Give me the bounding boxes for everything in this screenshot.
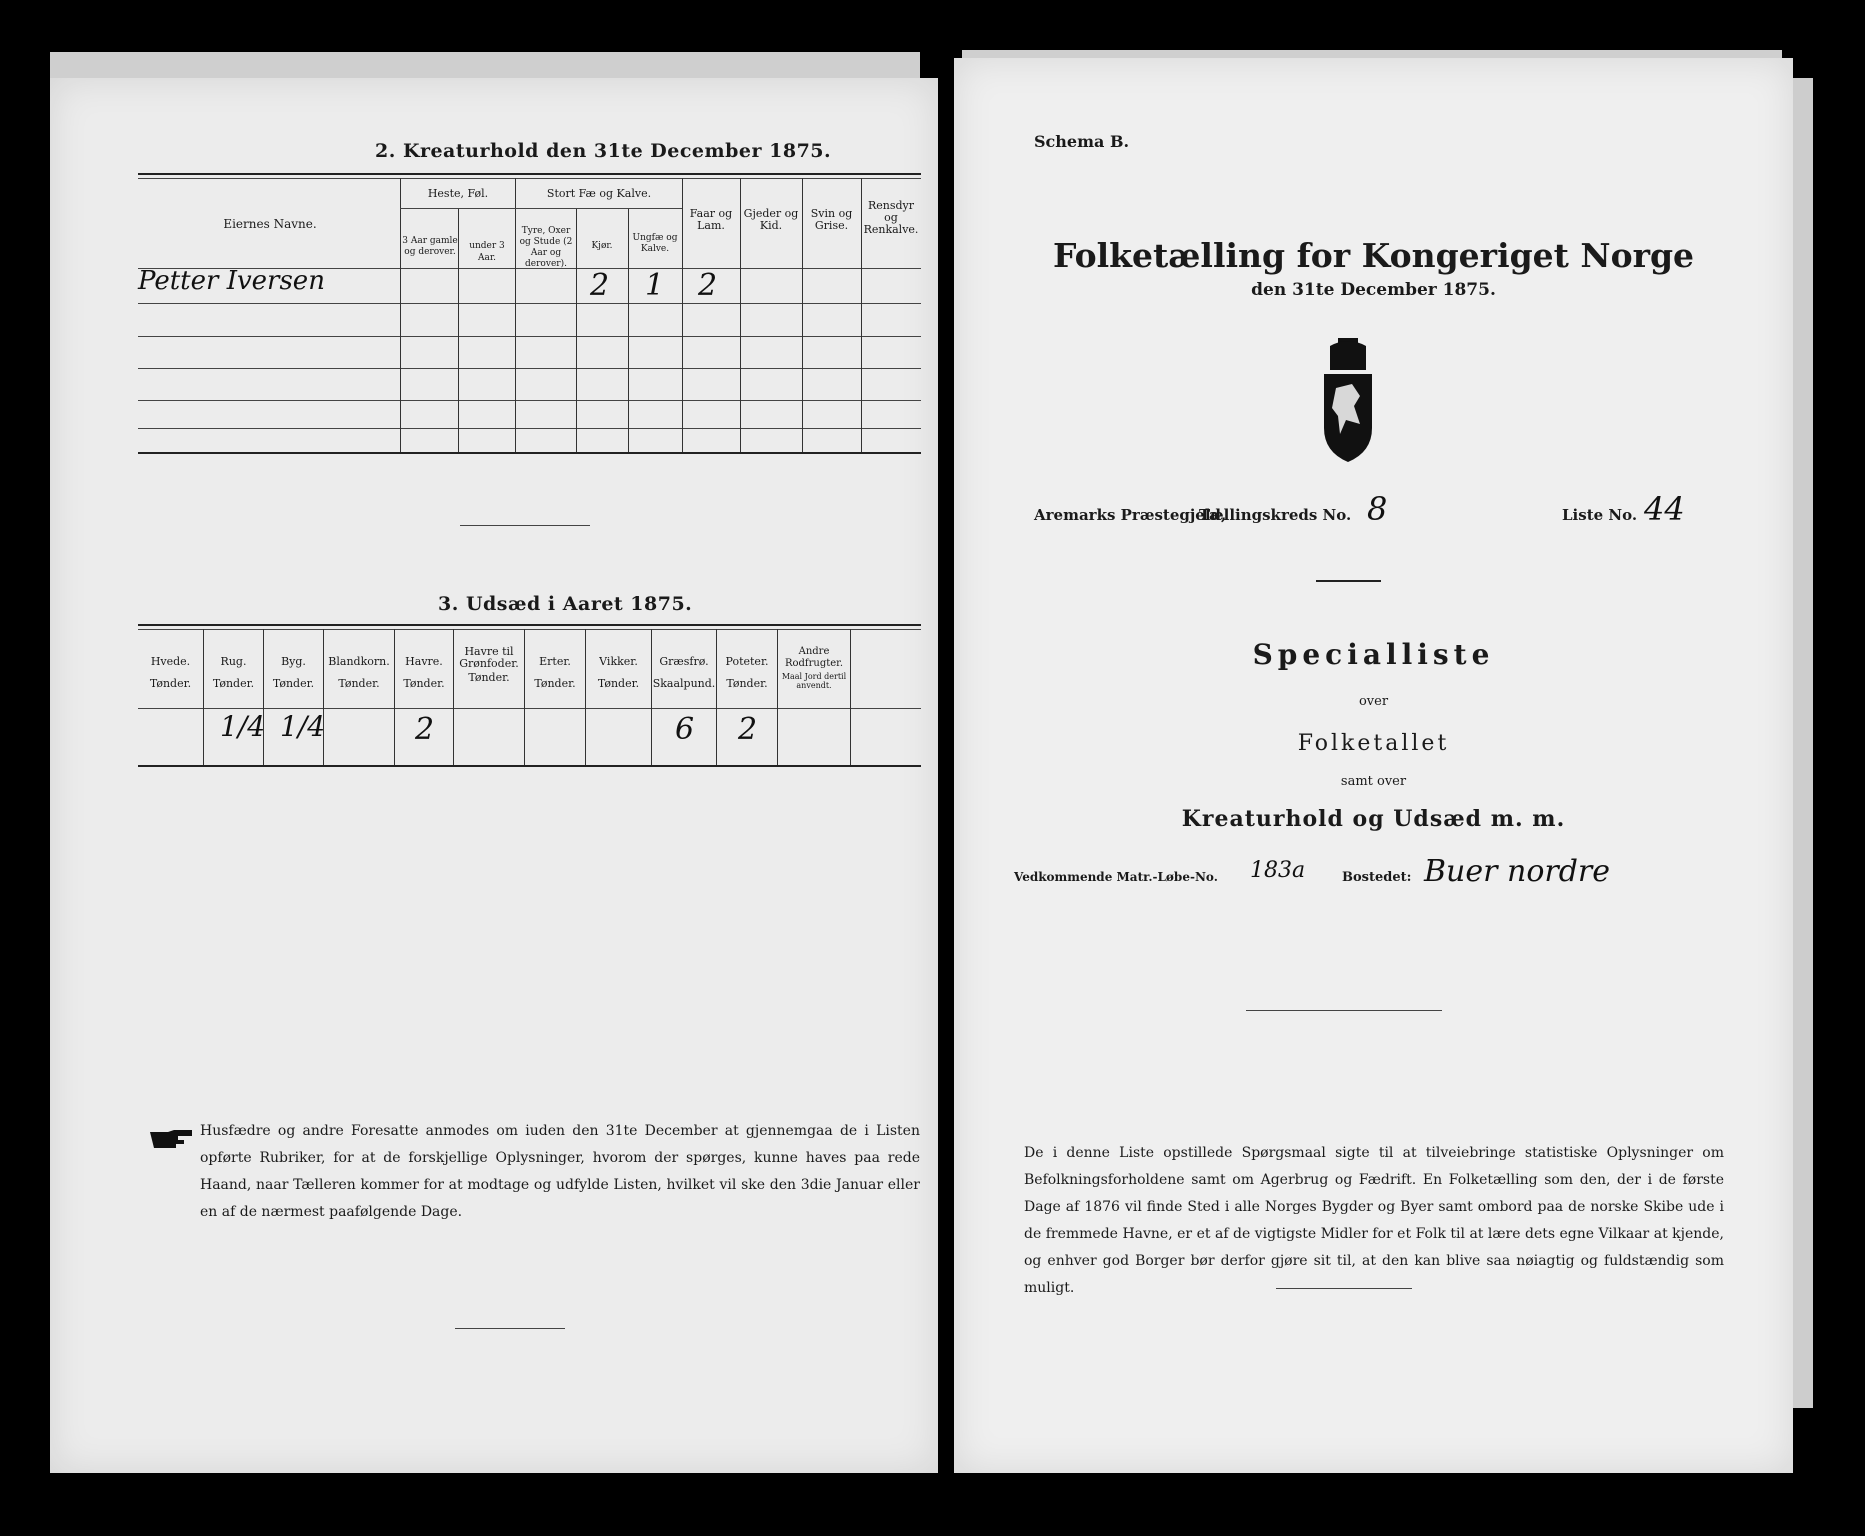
notice-text: Husfædre og andre Foresatte anmodes om iuden den 31te December at gjennemgaa de i Listen opførte Rubriker, for at de forskjellige Oplysninger, hvorom der spørges, kunne haves paa rede Haand, naar Tælleren kommer for at modtage og udfylde Listen, hvilket vil ske den 3die Januar eller en af de nærmest paafølgende Dage. xyxy=(200,1123,920,1220)
liste-label: Liste No. xyxy=(1562,506,1638,524)
col-stort-b: Kjør. xyxy=(591,241,613,251)
footer-rule-right xyxy=(1276,1288,1412,1289)
page-edge-side-right xyxy=(1793,78,1813,1408)
table2-row-line xyxy=(138,400,921,401)
value-faar: 2 xyxy=(698,268,718,303)
table3-bottom-rule xyxy=(138,765,921,767)
table2-col-line xyxy=(515,178,516,452)
table3-col-line xyxy=(394,629,395,765)
udsaed-byg: Byg. Tønder. xyxy=(272,655,315,690)
col-heste: Heste, Føl. xyxy=(427,187,489,200)
table2-row-line xyxy=(138,303,921,304)
table3-col-line xyxy=(651,629,652,765)
table2-bottom-rule xyxy=(138,452,921,454)
col-stort-fae: Stort Fæ og Kalve. xyxy=(546,187,652,200)
table3-col-line xyxy=(524,629,525,765)
table2-subheader-rule xyxy=(400,208,515,209)
table3-col-line xyxy=(716,629,717,765)
table3-col-line xyxy=(323,629,324,765)
left-page xyxy=(50,78,938,1473)
value-byg: 1/4 xyxy=(280,710,326,743)
table3-top-rule xyxy=(138,624,921,626)
udsaed-graesfro: Græsfrø. Skaalpund. xyxy=(652,655,716,690)
udsaed-poteter: Poteter. Tønder. xyxy=(725,655,769,690)
value-ungfae: 1 xyxy=(645,268,665,303)
col-svin: Svin og Grise. xyxy=(810,207,853,232)
table2-row-line xyxy=(138,336,921,337)
right-page xyxy=(954,58,1793,1473)
section3-title: 3. Udsæd i Aaret 1875. xyxy=(438,593,693,615)
kreds-label: Tællingskreds No. xyxy=(1199,506,1352,524)
title-date: den 31te December 1875. xyxy=(1251,280,1496,300)
matr-value: 183a xyxy=(1250,858,1306,883)
schema-label: Schema B. xyxy=(1034,132,1130,151)
pointing-hand-icon xyxy=(148,1128,196,1150)
value-havre: 2 xyxy=(415,712,435,747)
udsaed-vikker: Vikker. Tønder. xyxy=(597,655,640,690)
value-graesfro: 6 xyxy=(675,712,695,747)
bosted-label: Bostedet: xyxy=(1342,870,1412,885)
bosted-value: Buer nordre xyxy=(1424,854,1611,889)
col-heste-a: 3 Aar gamle og derover. xyxy=(402,236,458,257)
separator-rule xyxy=(460,525,590,526)
col-stort-c: Ungfæ og Kalve. xyxy=(632,233,678,254)
folketallet-heading: Folketallet xyxy=(1297,731,1450,756)
kreds-value: 8 xyxy=(1367,490,1388,528)
table2-row-line xyxy=(138,368,921,369)
table3-col-line xyxy=(263,629,264,765)
table2-row-line xyxy=(138,428,921,429)
value-rug: 1/4 xyxy=(220,710,266,743)
col-eiernes-navne: Eiernes Navne. xyxy=(223,217,317,231)
intro-paragraph: De i denne Liste opstillede Spørgsmaal sigte til at tilveiebringe statistiske Oplysninger om Befolkningsforholdene samt om Agerbrug og Fædrift. En Folketælling som den, der i de første Dage af 1876 vil finde Sted i alle Norges Bygder og Byer samt ombord paa de norske Skibe ude i de fremmede Havne, er et af de vigtigste Midler for et Folk til at lære dets egne Vilkaar at kjende, og enhver god Borger bør derfor gjøre sit til, at den kan blive saa nøiagtig og fuldstændig som muligt. xyxy=(1024,1145,1724,1296)
udsaed-havre-gronfoder: Havre til Grønfoder. Tønder. xyxy=(459,645,519,684)
over-text: over xyxy=(1358,694,1389,709)
specialliste-heading: Specialliste xyxy=(1252,638,1495,671)
table3-col-line xyxy=(585,629,586,765)
col-gjeder: Gjeder og Kid. xyxy=(743,207,799,232)
liste-value: 44 xyxy=(1644,490,1685,528)
col-heste-b: under 3 Aar. xyxy=(469,241,505,263)
owner-name: Petter Iversen xyxy=(138,266,325,296)
table3-col-line xyxy=(850,629,851,765)
table2-top-rule xyxy=(138,173,921,175)
col-stort-a: Tyre, Oxer og Stude (2 Aar og derover). xyxy=(519,226,573,269)
page-edge-top-left xyxy=(50,52,920,78)
udsaed-erter: Erter. Tønder. xyxy=(534,655,576,690)
table2-col-line xyxy=(400,178,401,452)
footer-rule xyxy=(455,1328,565,1329)
udsaed-andre: Andre Rodfrugter. Maal Jord dertil anvendt. xyxy=(781,646,847,690)
value-kjor: 2 xyxy=(590,268,610,303)
separator-rule-mid xyxy=(1246,1010,1442,1011)
samt-over-text: samt over xyxy=(1340,774,1407,789)
table2-subheader-rule xyxy=(515,208,682,209)
table2-top-rule-2 xyxy=(138,178,921,179)
table3-top-rule-2 xyxy=(138,629,921,630)
udsaed-hvede: Hvede. Tønder. xyxy=(149,655,192,690)
udsaed-havre: Havre. Tønder. xyxy=(403,655,445,690)
main-title: Folketælling for Kongeriget Norge xyxy=(1052,236,1695,275)
separator-rule-right xyxy=(1316,580,1381,582)
udsaed-rug: Rug. Tønder. xyxy=(212,655,255,690)
matr-label: Vedkommende Matr.-Løbe-No. xyxy=(1014,870,1218,884)
kreaturhold-heading: Kreaturhold og Udsæd m. m. xyxy=(1181,806,1566,832)
col-faar: Faar og Lam. xyxy=(689,207,733,232)
table3-header-rule xyxy=(138,708,921,709)
col-rensdyr: Rensdyr og Renkalve. xyxy=(863,199,919,236)
udsaed-blandkorn: Blandkorn. Tønder. xyxy=(328,655,390,690)
section2-title: 2. Kreaturhold den 31te December 1875. xyxy=(375,140,832,162)
value-poteter: 2 xyxy=(738,712,758,747)
prestegjeld-label: Aremarks Præstegjeld, xyxy=(1034,506,1227,524)
coat-of-arms-icon xyxy=(1316,336,1380,464)
table3-col-line xyxy=(203,629,204,765)
